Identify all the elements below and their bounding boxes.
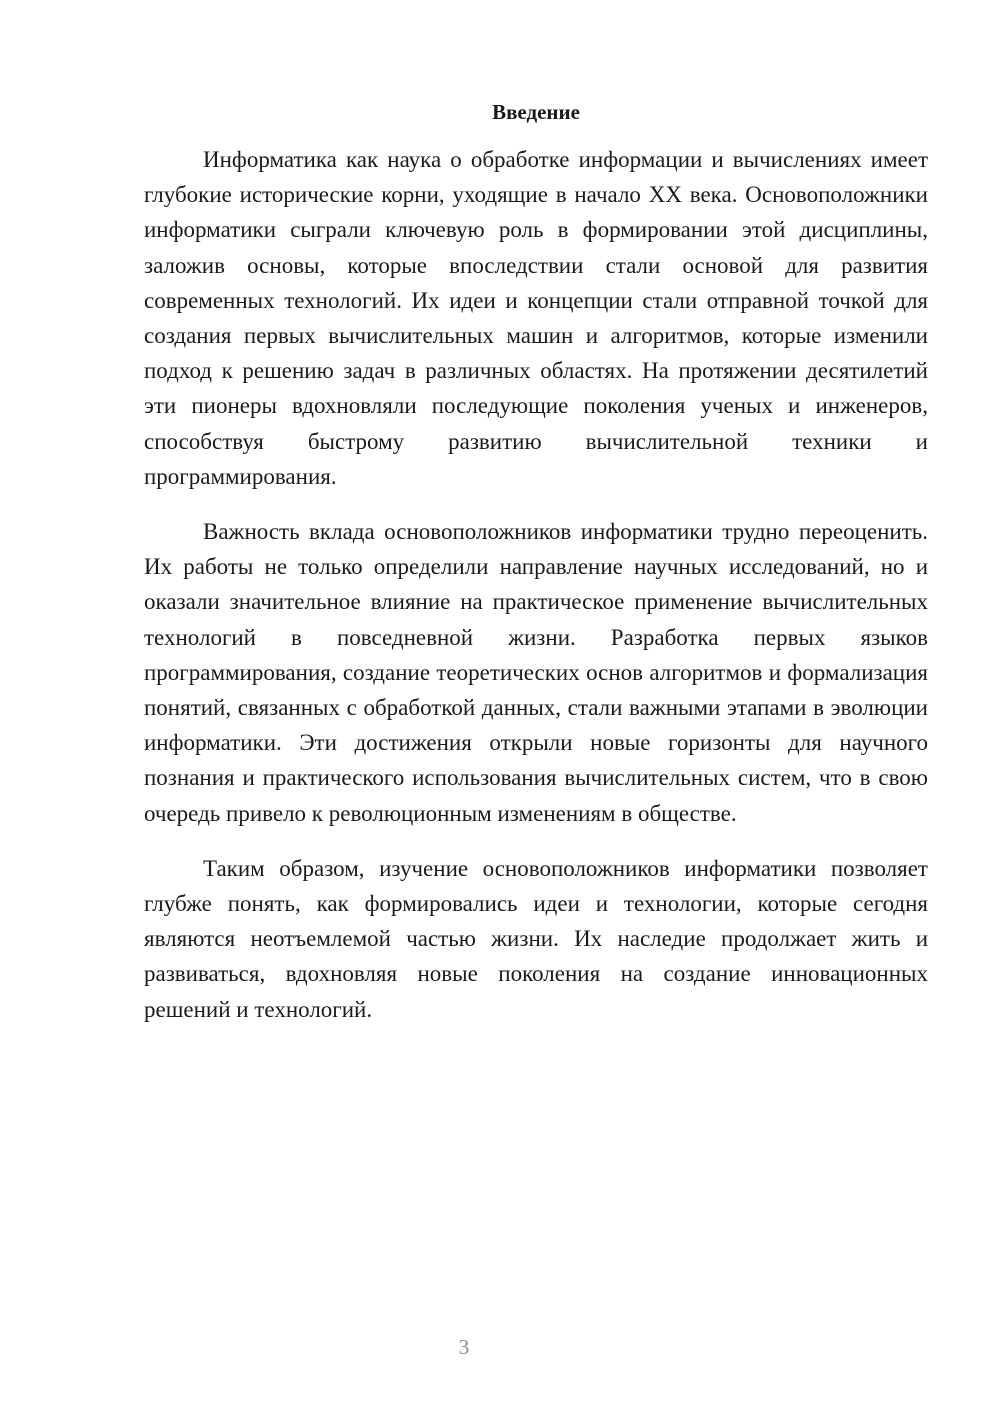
body-text [144, 142, 928, 1047]
paragraph-2: Важность вклада основоположников информатики трудно переоценить. Их работы не только определили направление научных исследований, но и оказали значительное влияние на практическое применение вычислительных технологий в повседневной жизни. Разработка первых языков программирования, создание теоретических основ алгоритмов и формализация понятий, связанных с обработкой данных, стали важными этапами в эволюции информатики. Эти достижения открыли новые горизонты для научного познания и практического использования вычислительных систем, что в свою очередь привело к революционным изменениям в обществе. [144, 519, 928, 826]
paragraph-3: Таким образом, изучение основоположников информатики позволяет глубже понять, как формировались идеи и технологии, которые сегодня являются неотъемлемой частью жизни. Их наследие продолжает жить и развиваться, вдохновляя новые поколения на создание инновационных решений и технологий. [144, 855, 928, 1022]
page-number: 3 [458, 1335, 470, 1359]
page-title: Введение [492, 100, 580, 124]
paragraph-1: Информатика как наука о обработке информации и вычислениях имеет глубокие исторические корни, уходящие в начало XX века. Основоположники информатики сыграли ключевую роль в формировании этой дисциплины, заложив основы, которые впоследствии стали основой для развития современных технологий. Их идеи и концепции стали отправной точкой для создания первых вычислительных машин и алгоритмов, которые изменили подход к решению задач в различных областях. На протяжении десятилетий эти пионеры вдохновляли последующие поколения ученых и инженеров, способствуя быстрому развитию вычислительной техники и программирования. [144, 147, 928, 489]
